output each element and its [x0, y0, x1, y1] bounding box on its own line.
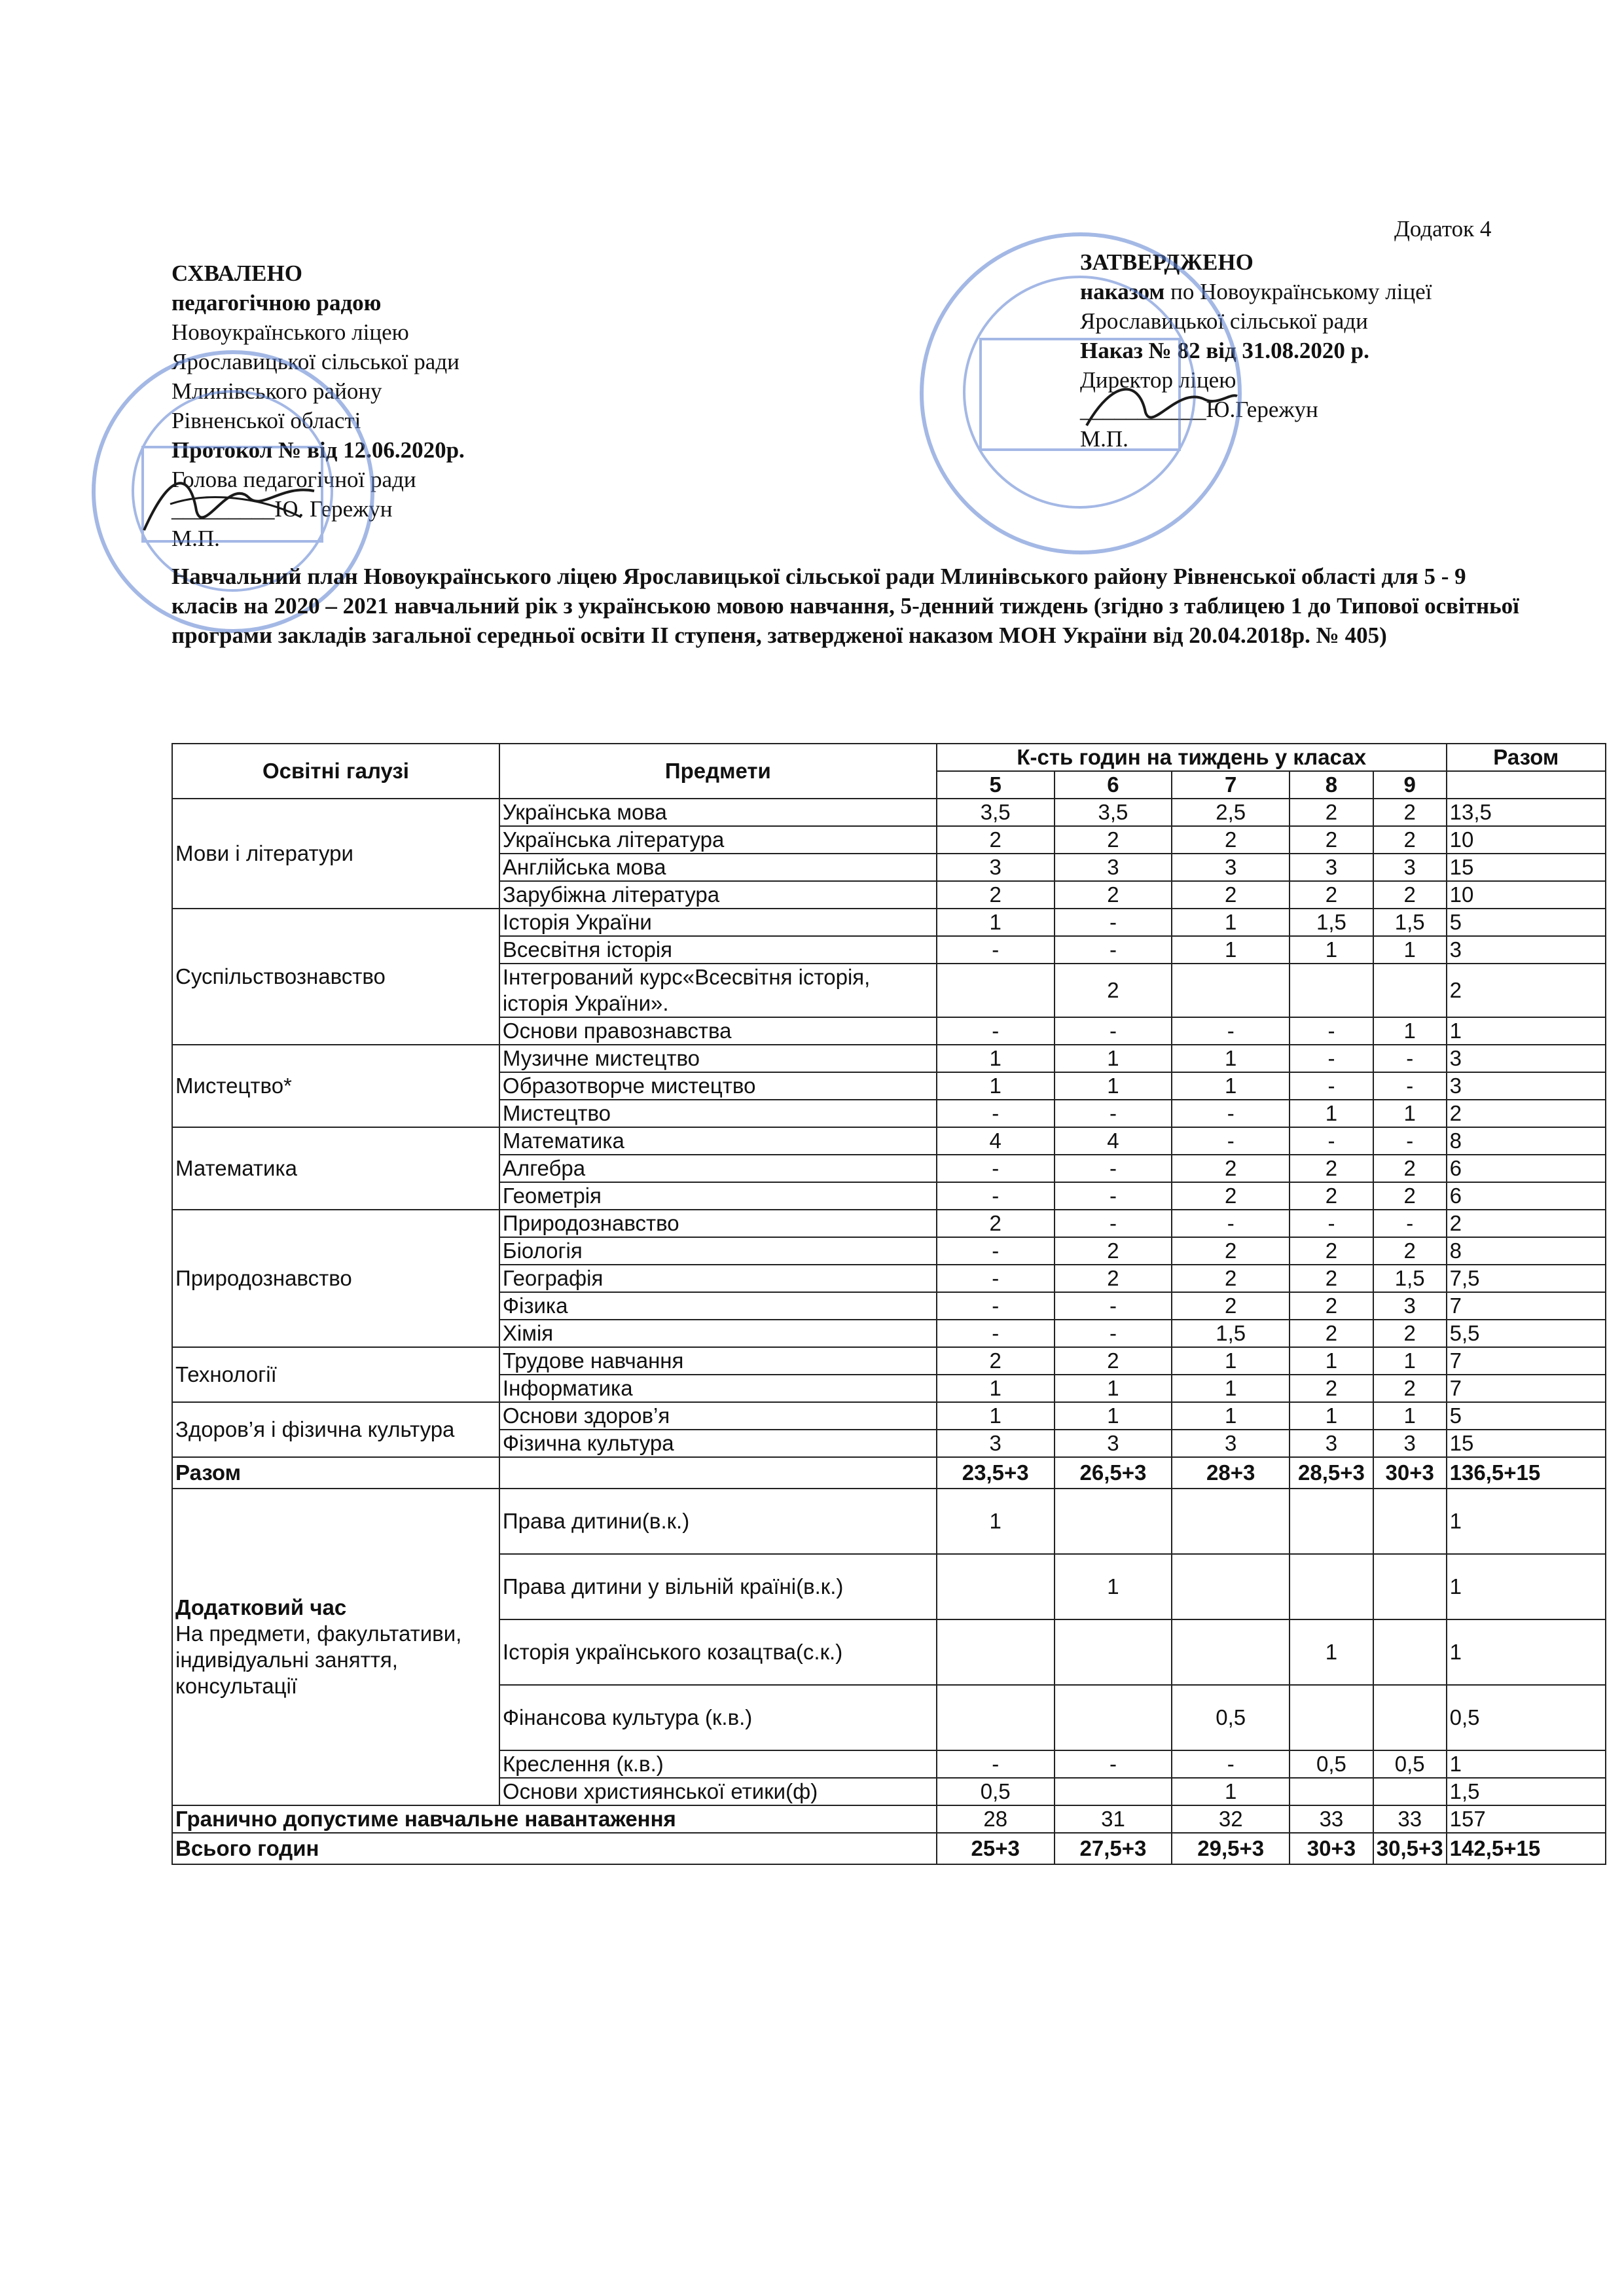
extra-title: Додатковий час	[175, 1595, 347, 1619]
hours-cell: 2	[1172, 1292, 1290, 1320]
hours-cell: 0,5	[1290, 1750, 1373, 1778]
hours-cell: 3	[1373, 854, 1447, 881]
hours-cell: 2	[1172, 826, 1290, 854]
hours-cell: 2	[937, 1210, 1055, 1237]
hours-cell: 2	[1290, 1265, 1373, 1292]
area-cell: Мистецтво*	[172, 1045, 499, 1127]
hours-cell: 2	[1373, 881, 1447, 909]
hours-cell: -	[937, 1265, 1055, 1292]
table-row	[172, 1402, 1606, 1430]
subject-cell: Фізична культура	[499, 1430, 937, 1457]
hours-cell: 1,5	[1373, 1265, 1447, 1292]
hours-cell: -	[1373, 1210, 1447, 1237]
subject-cell: Фінансова культура (к.в.)	[499, 1685, 937, 1750]
hours-cell: 1	[937, 1375, 1055, 1402]
addendum-label: Додаток 4	[1394, 216, 1492, 242]
grade-header: 7	[1172, 771, 1290, 799]
hours-cell: 30+3	[1373, 1457, 1447, 1489]
hours-cell	[937, 1685, 1055, 1750]
subject-cell: Географія	[499, 1265, 937, 1292]
extra-area-cell	[172, 1489, 499, 1805]
hours-cell: 1	[1172, 1375, 1290, 1402]
table-row	[172, 1347, 1606, 1375]
hours-cell: 1	[1373, 936, 1447, 964]
hours-cell: 1	[1290, 1402, 1373, 1430]
hours-cell: -	[1055, 909, 1172, 936]
order-rest: по Новоукраїнському ліцеї	[1164, 279, 1432, 304]
total-cell: 2	[1447, 1210, 1606, 1237]
hours-cell: 1	[1172, 936, 1290, 964]
subject-cell: Інформатика	[499, 1375, 937, 1402]
subject-cell: Основи правознавства	[499, 1017, 937, 1045]
grade-header: 9	[1373, 771, 1447, 799]
hours-cell: 2	[1373, 1237, 1447, 1265]
hours-cell	[1055, 1489, 1172, 1554]
hours-cell: -	[1055, 1320, 1172, 1347]
hours-cell: 2	[1290, 826, 1373, 854]
grand-total-row	[172, 1833, 1606, 1864]
total-cell: 5,5	[1447, 1320, 1606, 1347]
total-cell: 7	[1447, 1347, 1606, 1375]
hours-cell: -	[1290, 1127, 1373, 1155]
total-cell: 1	[1447, 1750, 1606, 1778]
hours-cell: 2	[937, 881, 1055, 909]
hours-cell	[1290, 1489, 1373, 1554]
hours-cell	[1055, 1619, 1172, 1685]
hours-cell: -	[937, 1237, 1055, 1265]
hours-cell	[1290, 1778, 1373, 1805]
hours-cell: 1	[937, 1072, 1055, 1100]
header-total-blank	[1447, 771, 1606, 799]
hours-cell: 30+3	[1290, 1833, 1373, 1864]
hours-cell: 1,5	[1373, 909, 1447, 936]
approved-left-by: педагогічною радою	[171, 290, 382, 316]
hours-cell: 3	[1373, 1430, 1447, 1457]
total-cell: 7	[1447, 1375, 1606, 1402]
hours-cell: 33	[1290, 1805, 1373, 1833]
approved-left-heading: СХВАЛЕНО	[171, 261, 302, 286]
hours-cell: 3,5	[937, 799, 1055, 826]
hours-cell: 2	[1373, 799, 1447, 826]
hours-cell: 1	[1290, 1347, 1373, 1375]
hours-cell	[1373, 1619, 1447, 1685]
area-cell: Технології	[172, 1347, 499, 1402]
protocol-line: Протокол № від 12.06.2020р.	[171, 437, 465, 463]
hours-cell: -	[1172, 1127, 1290, 1155]
limit-label: Гранично допустиме навчальне навантаження	[172, 1805, 937, 1833]
director-name: ___________Ю.Гережун	[1080, 397, 1318, 422]
hours-cell: -	[1055, 1750, 1172, 1778]
total-cell: 2	[1447, 1100, 1606, 1127]
hours-cell: 2	[1290, 1237, 1373, 1265]
subject-cell: Мистецтво	[499, 1100, 937, 1127]
hours-cell: 3	[1373, 1292, 1447, 1320]
table-row	[172, 1045, 1606, 1072]
grade-header: 8	[1290, 771, 1373, 799]
hours-cell: -	[1172, 1100, 1290, 1127]
hours-cell: -	[1290, 1017, 1373, 1045]
hours-cell: 1	[1172, 1045, 1290, 1072]
hours-cell: 26,5+3	[1055, 1457, 1172, 1489]
hours-cell: 2	[1055, 964, 1172, 1017]
subject-cell: Алгебра	[499, 1155, 937, 1182]
header-total: Разом	[1447, 744, 1606, 771]
hours-cell	[1172, 1554, 1290, 1619]
header-area: Освітні галузі	[172, 744, 499, 799]
total-cell: 6	[1447, 1155, 1606, 1182]
hours-cell: 2	[1290, 1155, 1373, 1182]
area-cell: Суспільствознавство	[172, 909, 499, 1045]
subject-cell: Хімія	[499, 1320, 937, 1347]
subject-cell: Біологія	[499, 1237, 937, 1265]
hours-cell: 1	[1172, 909, 1290, 936]
header-row	[172, 744, 1606, 771]
hours-cell: -	[1373, 1045, 1447, 1072]
approved-left-line: Млинівського району	[171, 378, 382, 404]
hours-cell: 1	[1172, 1347, 1290, 1375]
total-cell: 10	[1447, 881, 1606, 909]
hours-cell: -	[937, 1182, 1055, 1210]
subject-cell: Трудове навчання	[499, 1347, 937, 1375]
hours-cell	[937, 1619, 1055, 1685]
curriculum-table	[171, 743, 1606, 1865]
hours-cell: 0,5	[1172, 1685, 1290, 1750]
hours-cell: 2,5	[1172, 799, 1290, 826]
subject-cell: Природознавство	[499, 1210, 937, 1237]
total-cell: 2	[1447, 964, 1606, 1017]
hours-cell: 3	[937, 1430, 1055, 1457]
hours-cell: 27,5+3	[1055, 1833, 1172, 1864]
hours-cell: 3	[1290, 1430, 1373, 1457]
hours-cell	[1172, 1489, 1290, 1554]
hours-cell: 1	[1172, 1072, 1290, 1100]
subject-cell: Права дитини(в.к.)	[499, 1489, 937, 1554]
hours-cell: 1	[1373, 1402, 1447, 1430]
hours-cell: 0,5	[1373, 1750, 1447, 1778]
hours-cell: 2	[1290, 1375, 1373, 1402]
hours-cell: 1	[937, 1045, 1055, 1072]
hours-cell: 29,5+3	[1172, 1833, 1290, 1864]
hours-cell: 2	[1055, 1265, 1172, 1292]
hours-cell: 2	[1172, 881, 1290, 909]
hours-cell: -	[1055, 1155, 1172, 1182]
hours-cell: 2	[1172, 1237, 1290, 1265]
subject-cell: Українська мова	[499, 799, 937, 826]
hours-cell: -	[1172, 1210, 1290, 1237]
hours-cell: 30,5+3	[1373, 1833, 1447, 1864]
hours-cell	[1373, 1685, 1447, 1750]
table-row	[172, 1210, 1606, 1237]
total-cell: 8	[1447, 1127, 1606, 1155]
total-cell: 7,5	[1447, 1265, 1606, 1292]
subject-cell: Інтегрований курс«Всесвітня історія, історія України».	[499, 964, 937, 1017]
hours-cell: 3	[1172, 1430, 1290, 1457]
hours-cell	[1055, 1778, 1172, 1805]
table-row	[172, 909, 1606, 936]
total-cell: 15	[1447, 854, 1606, 881]
hours-cell: 2	[937, 826, 1055, 854]
hours-cell	[1172, 1619, 1290, 1685]
subject-cell: Фізика	[499, 1292, 937, 1320]
hours-cell	[1373, 1778, 1447, 1805]
hours-cell: 2	[1290, 1182, 1373, 1210]
hours-cell: 2	[1172, 1155, 1290, 1182]
hours-cell	[937, 1554, 1055, 1619]
header-subject: Предмети	[499, 744, 937, 799]
subject-cell: Історія українського козацтва(с.к.)	[499, 1619, 937, 1685]
total-cell: 15	[1447, 1430, 1606, 1457]
subject-cell: Геометрія	[499, 1182, 937, 1210]
total-cell: 3	[1447, 1045, 1606, 1072]
hours-cell	[1055, 1685, 1172, 1750]
hours-cell: 2	[1290, 799, 1373, 826]
hours-cell: 1	[1373, 1017, 1447, 1045]
hours-cell: 1	[1290, 1619, 1373, 1685]
total-cell: 3	[1447, 1072, 1606, 1100]
total-cell: 3	[1447, 936, 1606, 964]
area-cell: Математика	[172, 1127, 499, 1210]
hours-cell: -	[1055, 1100, 1172, 1127]
hours-cell: 32	[1172, 1805, 1290, 1833]
hours-cell: 1,5	[1172, 1320, 1290, 1347]
director-title: Директор ліцею	[1080, 367, 1236, 393]
hours-cell: 2	[1290, 1320, 1373, 1347]
hours-cell: 28	[937, 1805, 1055, 1833]
total-cell: 7	[1447, 1292, 1606, 1320]
hours-cell: -	[1290, 1045, 1373, 1072]
hours-cell: 2	[1373, 1155, 1447, 1182]
header-hours: К-сть годин на тиждень у класах	[937, 744, 1447, 771]
hours-cell: -	[937, 1155, 1055, 1182]
approved-left-line: Рівненської області	[171, 408, 361, 433]
hours-cell	[1373, 1489, 1447, 1554]
hours-cell: 2	[1055, 1237, 1172, 1265]
hours-cell: 2	[1290, 881, 1373, 909]
hours-cell: 25+3	[937, 1833, 1055, 1864]
hours-cell: 2	[1373, 1320, 1447, 1347]
hours-cell: 3	[1290, 854, 1373, 881]
hours-cell: 28,5+3	[1290, 1457, 1373, 1489]
table-row	[172, 1489, 1606, 1554]
hours-cell	[1373, 964, 1447, 1017]
approved-left-line: Ярославицької сільської ради	[171, 349, 460, 374]
subject-cell: Англійська мова	[499, 854, 937, 881]
extra-desc: На предмети, факультативи, індивідуальні заняття, консультації	[175, 1621, 462, 1698]
hours-cell: -	[937, 1017, 1055, 1045]
document-title: Навчальний план Новоукраїнського ліцею Ярославицької сільської ради Млинівського району Рівненської області для 5 - 9 класів на 2020 – 2021 навчальний рік з українською мовою навчання, 5-денний тиждень (згідно з таблицею 1 до Типової освітньої програми закладів загальної середньої освіти ІІ ступеня, затвердженої наказом МОН України від 20.04.2018р. № 405)	[171, 564, 1519, 648]
hours-cell: 33	[1373, 1805, 1447, 1833]
total-cell: 5	[1447, 1402, 1606, 1430]
hours-cell	[1172, 964, 1290, 1017]
signature-right	[1074, 367, 1244, 445]
area-cell: Здоров’я і фізична культура	[172, 1402, 499, 1457]
hours-cell: -	[1290, 1072, 1373, 1100]
hours-cell: 1	[937, 1489, 1055, 1554]
total-cell: 157	[1447, 1805, 1606, 1833]
hours-cell: 23,5+3	[937, 1457, 1055, 1489]
hours-cell: 1	[1055, 1045, 1172, 1072]
hours-cell: 3	[1172, 854, 1290, 881]
hours-cell: -	[937, 1292, 1055, 1320]
grade-header: 5	[937, 771, 1055, 799]
total-cell: 136,5+15	[1447, 1457, 1606, 1489]
hours-cell	[1290, 1685, 1373, 1750]
hours-cell: 3,5	[1055, 799, 1172, 826]
hours-cell: 3	[1055, 854, 1172, 881]
total-cell: 10	[1447, 826, 1606, 854]
table-row	[172, 799, 1606, 826]
hours-cell	[937, 964, 1055, 1017]
hours-cell: 2	[1055, 826, 1172, 854]
hours-cell: 2	[1172, 1182, 1290, 1210]
right-seal-label: М.П.	[1080, 426, 1128, 452]
total-cell: 1	[1447, 1489, 1606, 1554]
hours-cell: 1	[1290, 1100, 1373, 1127]
hours-cell	[1373, 1554, 1447, 1619]
total-cell: 1	[1447, 1554, 1606, 1619]
hours-cell: 2	[1373, 1182, 1447, 1210]
order-number: Наказ № 82 від 31.08.2020 р.	[1080, 338, 1369, 363]
subject-cell: Українська література	[499, 826, 937, 854]
hours-cell: 1	[1055, 1375, 1172, 1402]
subject-cell: Математика	[499, 1127, 937, 1155]
subject-cell: Зарубіжна література	[499, 881, 937, 909]
hours-cell: -	[1172, 1750, 1290, 1778]
signature-left	[131, 458, 327, 550]
hours-cell: 2	[1373, 826, 1447, 854]
subject-cell: Креслення (к.в.)	[499, 1750, 937, 1778]
total-cell: 8	[1447, 1237, 1606, 1265]
council-head-name: _________Ю. Гережун	[171, 496, 393, 522]
hours-cell: 1	[1055, 1402, 1172, 1430]
hours-cell: 2	[1290, 1292, 1373, 1320]
subject-cell: Музичне мистецтво	[499, 1045, 937, 1072]
hours-cell: 31	[1055, 1805, 1172, 1833]
hours-cell: 4	[1055, 1127, 1172, 1155]
hours-cell: 3	[1055, 1430, 1172, 1457]
hours-cell: 1	[1055, 1554, 1172, 1619]
total-cell: 5	[1447, 909, 1606, 936]
hours-cell: 1	[1055, 1072, 1172, 1100]
hours-cell: -	[1172, 1017, 1290, 1045]
total-cell: 13,5	[1447, 799, 1606, 826]
table-row	[172, 1127, 1606, 1155]
hours-cell: -	[937, 1320, 1055, 1347]
subtotal-row	[172, 1457, 1606, 1489]
hours-cell: 1	[1290, 936, 1373, 964]
hours-cell: 1	[1172, 1402, 1290, 1430]
hours-cell: 4	[937, 1127, 1055, 1155]
subject-cell: Всесвітня історія	[499, 936, 937, 964]
total-cell: 142,5+15	[1447, 1833, 1606, 1864]
hours-cell: 3	[937, 854, 1055, 881]
hours-cell: -	[937, 1750, 1055, 1778]
total-cell: 0,5	[1447, 1685, 1606, 1750]
hours-cell: 2	[1373, 1375, 1447, 1402]
subject-cell: Основи здоров’я	[499, 1402, 937, 1430]
approved-left-line: Новоукраїнського ліцею	[171, 319, 409, 345]
hours-cell: -	[1055, 1210, 1172, 1237]
left-seal-label: М.П.	[171, 526, 220, 551]
area-cell: Природознавство	[172, 1210, 499, 1347]
hours-cell: -	[1290, 1210, 1373, 1237]
area-cell: Мови і літератури	[172, 799, 499, 909]
subject-cell: Історія України	[499, 909, 937, 936]
approved-right-line2: Ярославицької сільської ради	[1080, 308, 1368, 334]
hours-cell: -	[1055, 1292, 1172, 1320]
grade-header: 6	[1055, 771, 1172, 799]
hours-cell	[1290, 1554, 1373, 1619]
approved-right-heading: ЗАТВЕРДЖЕНО	[1080, 249, 1254, 275]
subtotal-label: Разом	[172, 1457, 499, 1489]
hours-cell: 28+3	[1172, 1457, 1290, 1489]
hours-cell: 0,5	[937, 1778, 1055, 1805]
hours-cell: -	[937, 936, 1055, 964]
hours-cell: 2	[1172, 1265, 1290, 1292]
hours-cell: 2	[937, 1347, 1055, 1375]
hours-cell: -	[1055, 936, 1172, 964]
total-cell: 1	[1447, 1017, 1606, 1045]
hours-cell: 1	[1172, 1778, 1290, 1805]
subtotal-blank	[499, 1457, 937, 1489]
hours-cell: -	[1373, 1072, 1447, 1100]
grand-total-label: Всього годин	[172, 1833, 937, 1864]
hours-cell: 1	[1373, 1347, 1447, 1375]
total-cell: 1,5	[1447, 1778, 1606, 1805]
hours-cell: 2	[1055, 881, 1172, 909]
council-head-title: Голова педагогічної ради	[171, 467, 416, 492]
hours-cell: 1,5	[1290, 909, 1373, 936]
total-cell: 6	[1447, 1182, 1606, 1210]
subject-cell: Образотворче мистецтво	[499, 1072, 937, 1100]
total-cell: 1	[1447, 1619, 1606, 1685]
hours-cell: -	[1055, 1182, 1172, 1210]
hours-cell: -	[1055, 1017, 1172, 1045]
hours-cell	[1290, 964, 1373, 1017]
hours-cell: 1	[937, 909, 1055, 936]
subject-cell: Права дитини у вільній країні(в.к.)	[499, 1554, 937, 1619]
hours-cell: 1	[1373, 1100, 1447, 1127]
hours-cell: -	[937, 1100, 1055, 1127]
limit-row	[172, 1805, 1606, 1833]
hours-cell: 1	[937, 1402, 1055, 1430]
order-bold: наказом	[1080, 279, 1165, 304]
subject-cell: Основи християнської етики(ф)	[499, 1778, 937, 1805]
hours-cell: 2	[1055, 1347, 1172, 1375]
hours-cell: -	[1373, 1127, 1447, 1155]
